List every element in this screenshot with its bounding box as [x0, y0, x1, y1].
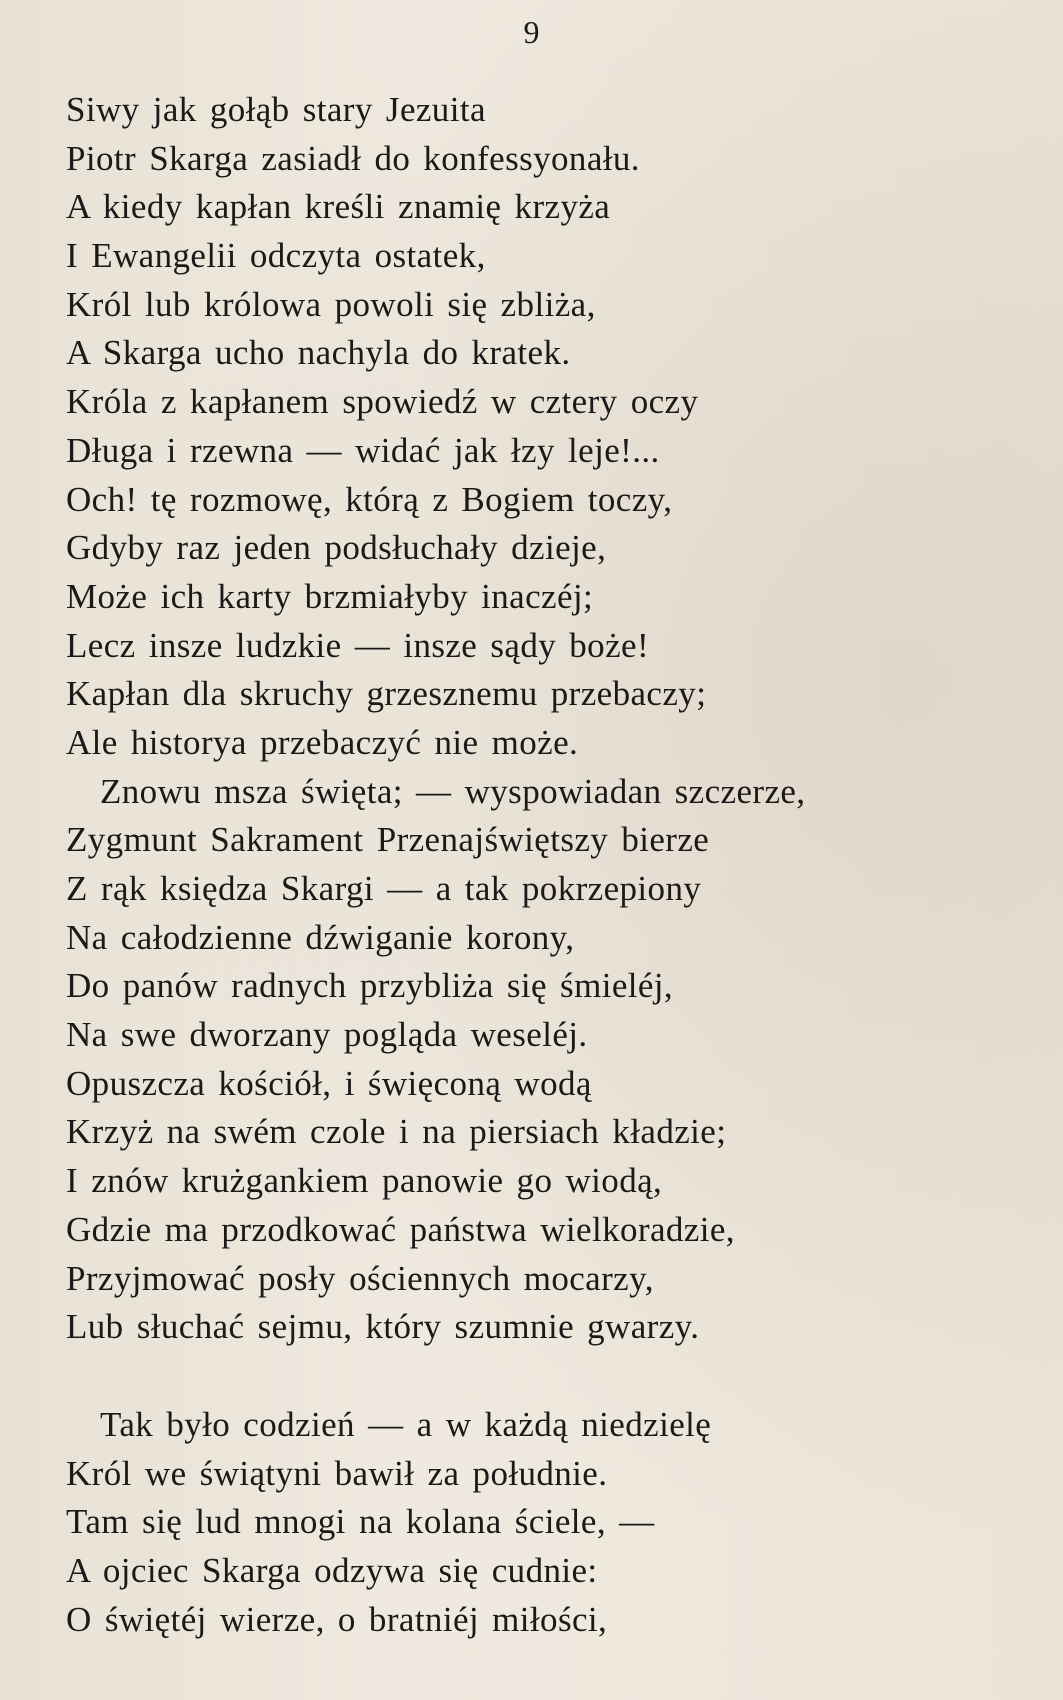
poem-line: O świętéj wierze, o bratniéj miłości,: [66, 1599, 608, 1639]
poem-line: Och! tę rozmowę, którą z Bogiem toczy,: [66, 479, 673, 519]
poem-line: Tak było codzień — a w każdą niedzielę: [100, 1405, 712, 1444]
poem-line: Piotr Skarga zasiadł do konfessyonału.: [66, 138, 640, 178]
poem-line: Lub słuchać sejmu, który szumnie gwarzy.: [66, 1307, 700, 1347]
poem-line: Zygmunt Sakrament Przenajświętszy bierze: [66, 820, 710, 860]
poem-line: Do panów radnych przybliża się śmieléj,: [66, 966, 674, 1006]
poem-line: Gdyby raz jeden podsłuchały dzieje,: [66, 528, 607, 568]
poem-line: Krzyż na swém czole i na piersiach kładzie;: [66, 1112, 727, 1152]
poem-line: Na całodzienne dźwiganie korony,: [66, 917, 575, 957]
poem-line: Lecz insze ludzkie — insze sądy boże!: [66, 625, 650, 665]
page-number: 9: [523, 14, 540, 50]
poem-stanza-1: [66, 86, 1016, 1352]
poem-line: I znów krużgankiem panowie go wiodą,: [66, 1161, 663, 1201]
poem-line: Tam się lud mnogi na kolana ściele, —: [66, 1502, 655, 1542]
poem-line: Króla z kapłanem spowiedź w cztery oczy: [66, 382, 699, 422]
poem-stanza-2: [66, 1401, 1016, 1644]
poem-line: Król lub królowa powoli się zbliża,: [66, 284, 596, 324]
poem-line: Długa i rzewna — widać jak łzy leje!...: [66, 430, 660, 470]
poem-line: I Ewangelii odczyta ostatek,: [66, 236, 486, 276]
poem-line: Na swe dworzany pogląda weseléj.: [66, 1015, 588, 1055]
poem-line: Gdzie ma przodkować państwa wielkoradzie,: [66, 1209, 735, 1249]
poem-line: Przyjmować posły ościennych mocarzy,: [66, 1258, 654, 1298]
poem-line: Kapłan dla skruchy grzesznemu przebaczy;: [66, 674, 707, 714]
poem-line: A Skarga ucho nachyla do kratek.: [66, 333, 571, 373]
poem-line: Opuszcza kościół, i święconą wodą: [66, 1063, 592, 1103]
poem-line: Król we świątyni bawił za południe.: [66, 1453, 608, 1493]
poem-line: Ale historya przebaczyć nie może.: [66, 722, 579, 762]
poem-line: A kiedy kapłan kreśli znamię krzyża: [66, 187, 611, 227]
poem-line: A ojciec Skarga odzywa się cudnie:: [66, 1551, 598, 1591]
poem-line: Siwy jak gołąb stary Jezuita: [66, 90, 486, 129]
poem-line: Może ich karty brzmiałyby inaczéj;: [66, 576, 594, 616]
poem-line: Z rąk księdza Skargi — a tak pokrzepiony: [66, 869, 702, 908]
poem-line: Znowu msza święta; — wyspowiadan szczerze,: [100, 771, 806, 811]
